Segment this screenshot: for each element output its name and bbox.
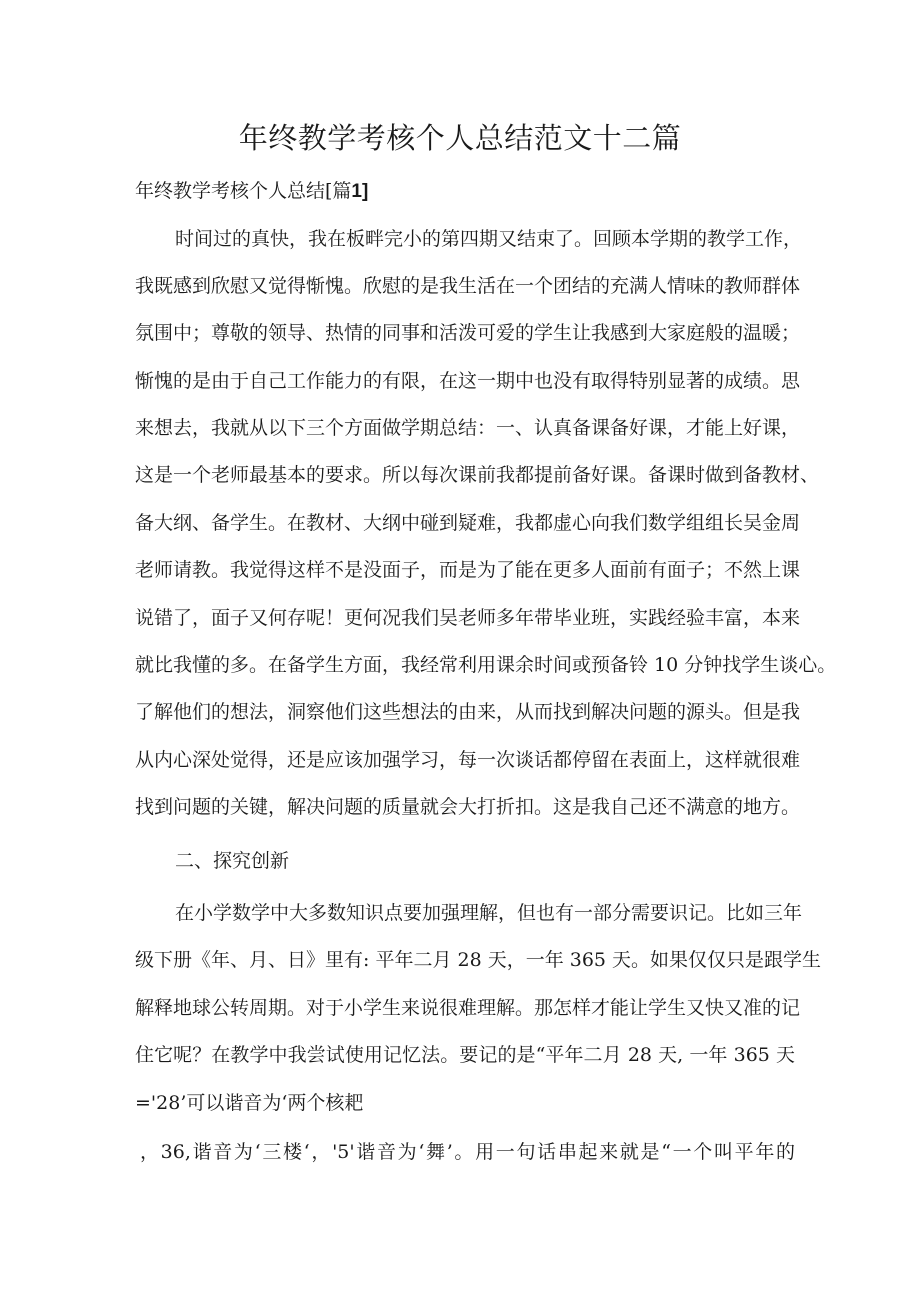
paragraph-line: 这是一个老师最基本的要求。所以每次课前我都提前备好课。备课时做到备教材、 xyxy=(135,464,820,486)
paragraph-line: 住它呢？在教学中我尝试使用记忆法。要记的是“平年二月 28 天, 一年 365 天 xyxy=(135,1044,795,1066)
paragraph-line: ='28’可以谐音为‘两个核耙 xyxy=(135,1092,364,1114)
paragraph-line: 备大纲、备学生。在教材、大纲中碰到疑难，我都虚心向我们数学组组长吴金周 xyxy=(135,512,801,534)
section-heading xyxy=(135,176,368,207)
paragraph-line: ，36,谐音为‘三楼‘，'5'谐音为‘舞’。用一句话串起来就是“一个叫平年的 xyxy=(140,1141,795,1163)
paragraph-line: 老师请教。我觉得这样不是没面子，而是为了能在更多人面前有面子；不然上课 xyxy=(135,559,801,581)
section-heading-text: 年终教学考核个人总结[篇 xyxy=(135,180,352,202)
paragraph-line: 在小学数学中大多数知识点要加强理解，但也有一部分需要识记。比如三年 xyxy=(175,902,803,924)
document-title: 年终教学考核个人总结范文十二篇 xyxy=(238,121,682,155)
paragraph-line: 从内心深处觉得，还是应该加强学习，每一次谈话都停留在表面上，这样就很难 xyxy=(135,749,801,771)
subsection-heading: 二、探究创新 xyxy=(175,850,290,872)
paragraph-line: 了解他们的想法，洞察他们这些想法的由来，从而找到解决问题的源头。但是我 xyxy=(135,701,801,723)
paragraph-line: 来想去，我就从以下三个方面做学期总结：一、认真备课备好课，才能上好课， xyxy=(135,417,801,439)
paragraph-line: 说错了，面子又何存呢！更何况我们吴老师多年带毕业班，实践经验丰富，本来 xyxy=(135,607,801,629)
paragraph-line: 就比我懂的多。在备学生方面，我经常利用课余时间或预备铃 10 分钟找学生谈心。 xyxy=(135,654,837,676)
paragraph-line: 找到问题的关键，解决问题的质量就会大打折扣。这是我自己还不满意的地方。 xyxy=(135,796,801,818)
paragraph-line: 我既感到欣慰又觉得惭愧。欣慰的是我生活在一个团结的充满人情味的教师群体 xyxy=(135,275,801,297)
paragraph-line: 惭愧的是由于自己工作能力的有限，在这一期中也没有取得特别显著的成绩。思 xyxy=(135,370,801,392)
paragraph-line: 时间过的真快，我在板畔完小的第四期又结束了。回顾本学期的教学工作， xyxy=(175,228,803,250)
section-heading-number: 1] xyxy=(351,181,369,202)
paragraph-line: 级下册《年、月、日》里有: 平年二月 28 天，一年 365 天。如果仅仅只是跟学生 xyxy=(135,949,822,971)
paragraph-line: 氛围中；尊敬的领导、热情的同事和活泼可爱的学生让我感到大家庭般的温暖； xyxy=(135,322,801,344)
paragraph-line: 解释地球公转周期。对于小学生来说很难理解。那怎样才能让学生又快又准的记 xyxy=(135,997,801,1019)
